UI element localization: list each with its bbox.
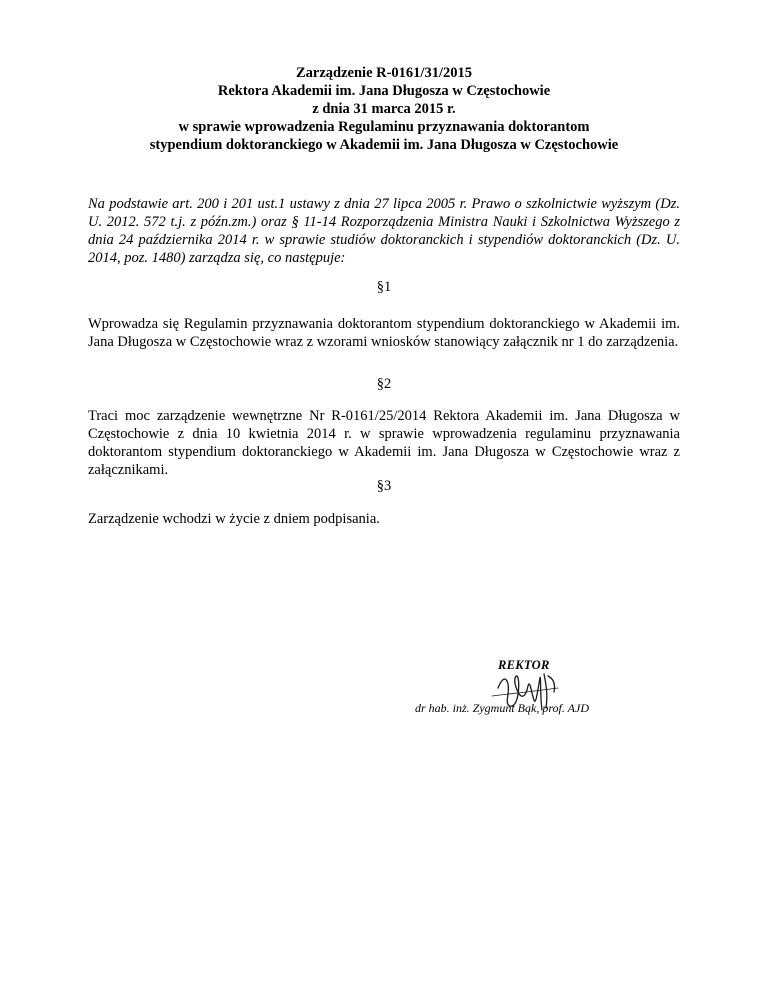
heading-line-issuer: Rektora Akademii im. Jana Długosza w Częstochowie <box>217 83 551 99</box>
signature-title: REKTOR <box>498 658 550 672</box>
signature-block <box>400 650 640 730</box>
heading-line-ordinance-number: Zarządzenie R-0161/31/2015 <box>296 65 472 81</box>
section-1-mark: §1 <box>376 279 392 295</box>
section-2-mark: §2 <box>376 376 392 392</box>
heading-line-subject-1: w sprawie wprowadzenia Regulaminu przyznawania doktorantom <box>178 119 590 135</box>
legal-basis-preamble: Na podstawie art. 200 i 201 ust.1 ustawy z dnia 27 lipca 2005 r. Prawo o szkolnictwie wyższym (Dz. U. 2012. 572 t.j. z późn.zm.) oraz § 11-14 Rozporządzenia Ministra Nauki i Szkolnictwa Wyższego z dnia 24 października 2014 r. w sprawie studiów doktoranckich i stypendiów doktoranckich (Dz. U. 2014, poz. 1480) zarządza się, co następuje: <box>88 196 680 266</box>
section-3-mark: §3 <box>376 478 392 494</box>
section-3-text: Zarządzenie wchodzi w życie z dniem podpisania. <box>88 511 380 527</box>
document-heading <box>88 64 680 154</box>
heading-line-date: z dnia 31 marca 2015 r. <box>312 101 456 117</box>
heading-line-subject-2: stypendium doktoranckiego w Akademii im. Jana Długosza w Częstochowie <box>149 137 619 153</box>
section-1-text: Wprowadza się Regulamin przyznawania doktorantom stypendium doktoranckiego w Akademii im. Jana Długosza w Częstochowie wraz z wzorami wniosków stanowiący załącznik nr 1 do zarządzenia. <box>88 316 680 350</box>
section-2-text: Traci moc zarządzenie wewnętrzne Nr R-0161/25/2014 Rektora Akademii im. Jana Długosza w Częstochowie z dnia 10 kwietnia 2014 r. w sprawie wprowadzenia regulaminu przyznawania doktorantom stypendium doktoranckiego w Akademii im. Jana Długosza w Częstochowie wraz z załącznikami. <box>88 408 680 478</box>
signatory-name: dr hab. inż. Zygmunt Bąk, prof. AJD <box>415 701 589 715</box>
